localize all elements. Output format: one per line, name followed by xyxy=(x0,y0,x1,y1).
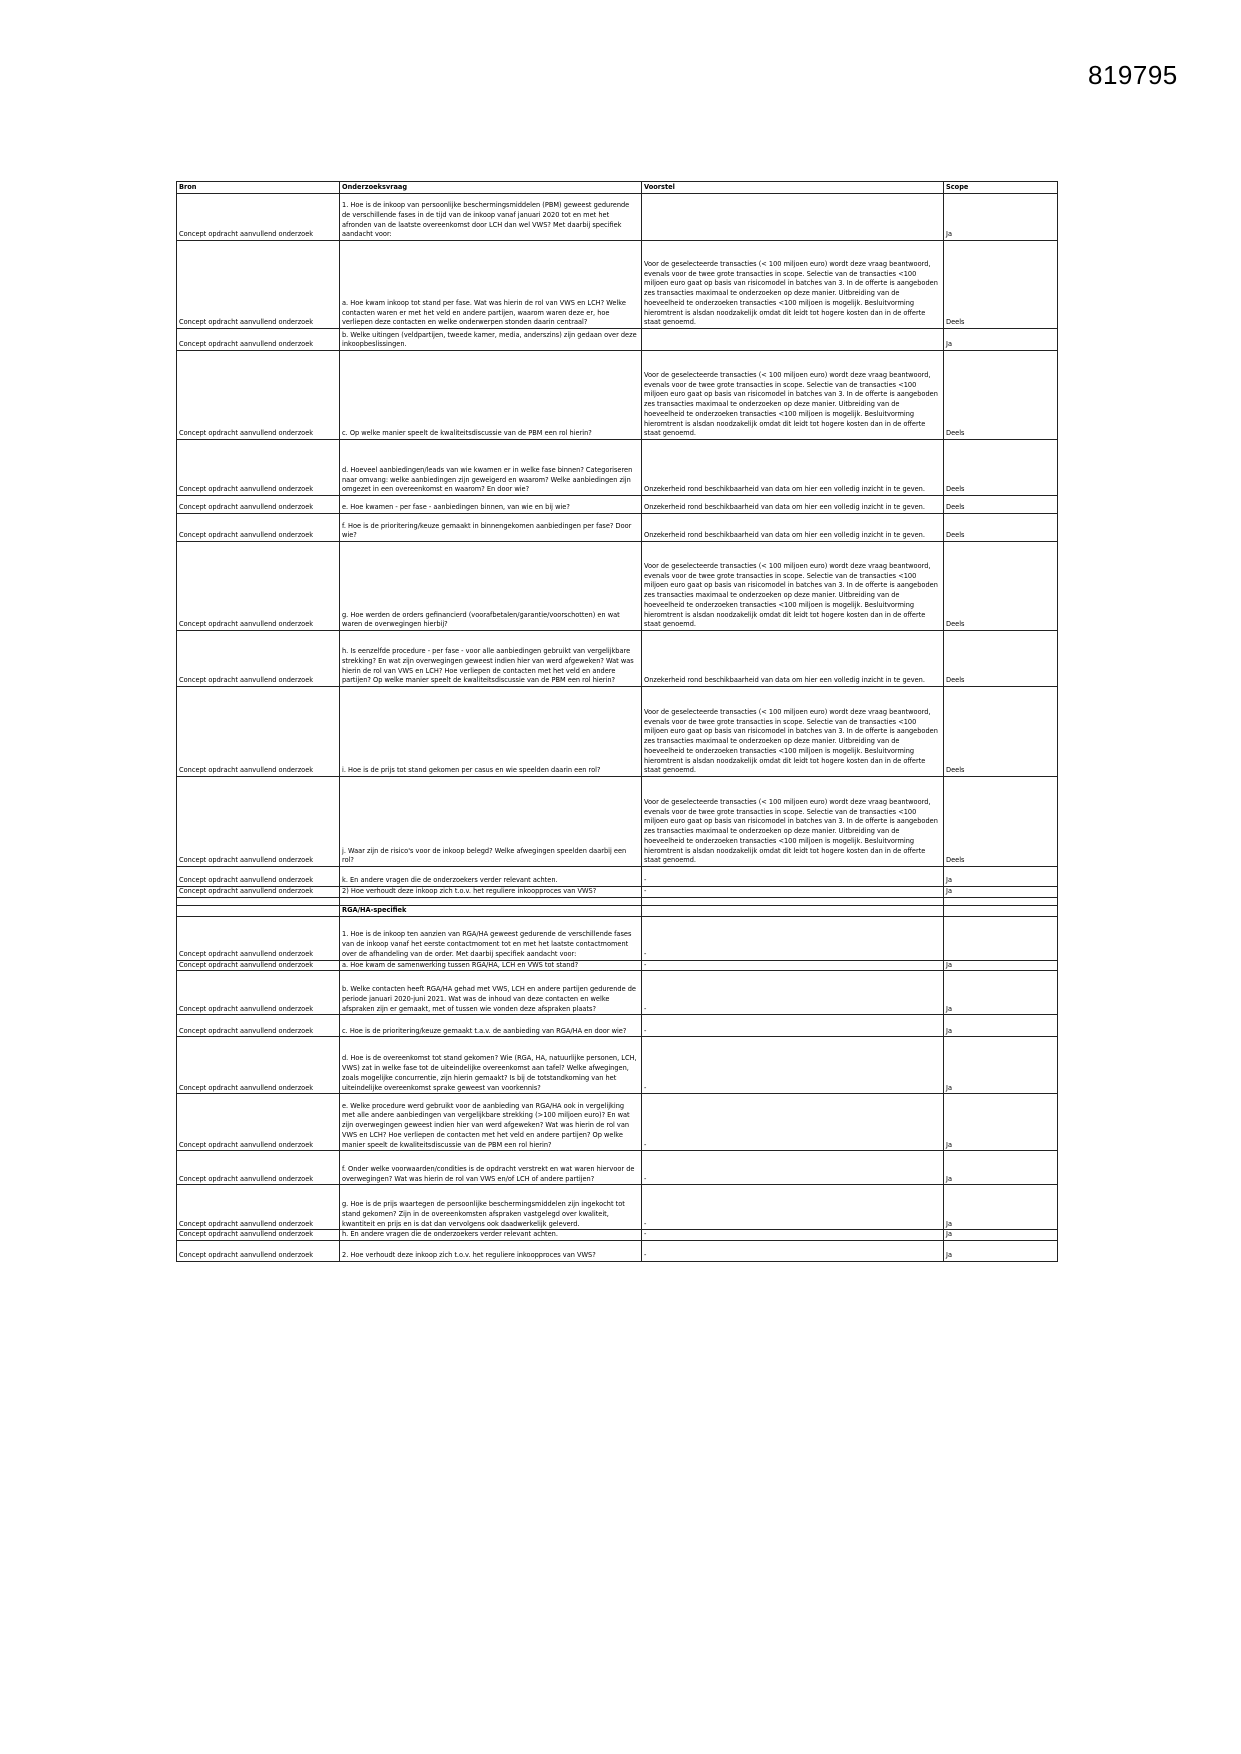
table-row xyxy=(177,194,1058,241)
cell-voorstel: Voor de geselecteerde transacties (< 100 miljoen euro) wordt deze vraag beantwoord, evenals voor de twee grote transacties in scope. Selectie van de transacties <100 miljoen euro gaat op basis van risicomodel in batches van 3. In de offerte is aangeboden zes transacties maximaal te onderzoeken op deze manier. Uitbreiding van de hoeveelheid te onderzoeken transacties <100 miljoen is mogelijk. Besluitvorming hieromtrent is alsdan noodzakelijk omdat dit leidt tot hogere kosten dan in de offerte staat genoemd. xyxy=(642,241,944,329)
cell-bron: Concept opdracht aanvullend onderzoek xyxy=(177,631,340,687)
cell-bron: Concept opdracht aanvullend onderzoek xyxy=(177,329,340,351)
cell-onderzoeksvraag: a. Hoe kwam inkoop tot stand per fase. Wat was hierin de rol van VWS en LCH? Welke contacten waren er met het veld en andere partijen, waarom waren deze er, hoe verliepen deze contacten en welke onderwerpen stonden daarin centraal? xyxy=(340,241,642,329)
table-row xyxy=(177,1094,1058,1151)
table-row xyxy=(177,631,1058,687)
cell-bron: Concept opdracht aanvullend onderzoek xyxy=(177,351,340,440)
header-onderzoeksvraag: Onderzoeksvraag xyxy=(340,182,642,194)
table-row xyxy=(177,241,1058,329)
cell-bron: Concept opdracht aanvullend onderzoek xyxy=(177,887,340,898)
table-row xyxy=(177,1015,1058,1037)
cell-bron: Concept opdracht aanvullend onderzoek xyxy=(177,1241,340,1262)
empty-cell xyxy=(944,897,1058,905)
cell-bron: Concept opdracht aanvullend onderzoek xyxy=(177,960,340,971)
cell-scope: Deels xyxy=(944,496,1058,514)
cell-scope: Deels xyxy=(944,631,1058,687)
cell-bron: Concept opdracht aanvullend onderzoek xyxy=(177,1185,340,1230)
cell-scope: Ja xyxy=(944,1241,1058,1262)
cell-bron: Concept opdracht aanvullend onderzoek xyxy=(177,1151,340,1185)
cell-bron xyxy=(177,905,340,916)
cell-scope: Ja xyxy=(944,1151,1058,1185)
cell-scope: Ja xyxy=(944,194,1058,241)
table-row xyxy=(177,777,1058,867)
table-row xyxy=(177,1185,1058,1230)
cell-bron: Concept opdracht aanvullend onderzoek xyxy=(177,241,340,329)
cell-voorstel: - xyxy=(642,867,944,887)
cell-onderzoeksvraag: g. Hoe werden de orders gefinancierd (voorafbetalen/garantie/voorschotten) en wat waren de overwegingen hierbij? xyxy=(340,542,642,631)
cell-onderzoeksvraag: b. Welke uitingen (veldpartijen, tweede kamer, media, anderszins) zijn gedaan over deze inkoopbeslissingen. xyxy=(340,329,642,351)
cell-onderzoeksvraag: c. Hoe is de prioritering/keuze gemaakt t.a.v. de aanbieding van RGA/HA en door wie? xyxy=(340,1015,642,1037)
table-row xyxy=(177,960,1058,971)
cell-bron: Concept opdracht aanvullend onderzoek xyxy=(177,496,340,514)
cell-onderzoeksvraag: a. Hoe kwam de samenwerking tussen RGA/HA, LCH en VWS tot stand? xyxy=(340,960,642,971)
cell-bron: Concept opdracht aanvullend onderzoek xyxy=(177,687,340,777)
cell-scope: Deels xyxy=(944,440,1058,496)
table-row xyxy=(177,542,1058,631)
cell-onderzoeksvraag: 1. Hoe is de inkoop ten aanzien van RGA/HA geweest gedurende de verschillende fases van de inkoop vanaf het eerste contactmoment tot en met het laatste contactmoment over de afhandeling van de order. Met daarbij specifiek aandacht voor: xyxy=(340,916,642,960)
cell-onderzoeksvraag: g. Hoe is de prijs waartegen de persoonlijke beschermingsmiddelen zijn ingekocht tot stand gekomen? Zijn in de overeenkomsten afspraken vastgelegd over kwaliteit, kwantiteit en prijs en is dat dan vervolgens ook daadwerkelijk geleverd. xyxy=(340,1185,642,1230)
cell-voorstel: Onzekerheid rond beschikbaarheid van data om hier een volledig inzicht in te geven. xyxy=(642,514,944,542)
cell-voorstel: Onzekerheid rond beschikbaarheid van data om hier een volledig inzicht in te geven. xyxy=(642,440,944,496)
cell-voorstel xyxy=(642,905,944,916)
cell-voorstel: Voor de geselecteerde transacties (< 100 miljoen euro) wordt deze vraag beantwoord, evenals voor de twee grote transacties in scope. Selectie van de transacties <100 miljoen euro gaat op basis van risicomodel in batches van 3. In de offerte is aangeboden zes transacties maximaal te onderzoeken op deze manier. Uitbreiding van de hoeveelheid te onderzoeken transacties <100 miljoen is mogelijk. Besluitvorming hieromtrent is alsdan noodzakelijk omdat dit leidt tot hogere kosten dan in de offerte staat genoemd. xyxy=(642,542,944,631)
cell-scope: Deels xyxy=(944,542,1058,631)
table-row xyxy=(177,1241,1058,1262)
cell-voorstel: - xyxy=(642,960,944,971)
cell-voorstel: - xyxy=(642,1015,944,1037)
cell-voorstel: Voor de geselecteerde transacties (< 100 miljoen euro) wordt deze vraag beantwoord, evenals voor de twee grote transacties in scope. Selectie van de transacties <100 miljoen euro gaat op basis van risicomodel in batches van 3. In de offerte is aangeboden zes transacties maximaal te onderzoeken op deze manier. Uitbreiding van de hoeveelheid te onderzoeken transacties <100 miljoen is mogelijk. Besluitvorming hieromtrent is alsdan noodzakelijk omdat dit leidt tot hogere kosten dan in de offerte staat genoemd. xyxy=(642,777,944,867)
cell-voorstel: - xyxy=(642,887,944,898)
research-questions-table xyxy=(176,181,1058,1262)
cell-voorstel: - xyxy=(642,1151,944,1185)
cell-voorstel: - xyxy=(642,1241,944,1262)
cell-onderzoeksvraag: 1. Hoe is de inkoop van persoonlijke beschermingsmiddelen (PBM) geweest gedurende de verschillende fases in de tijd van de inkoop vanaf januari 2020 tot en met het afronden van de laatste overeenkomst door LCH dan wel VWS? Met daarbij specifiek aandacht voor: xyxy=(340,194,642,241)
empty-cell xyxy=(177,897,340,905)
table-row xyxy=(177,496,1058,514)
cell-bron: Concept opdracht aanvullend onderzoek xyxy=(177,1094,340,1151)
cell-scope xyxy=(944,905,1058,916)
cell-onderzoeksvraag: f. Hoe is de prioritering/keuze gemaakt in binnengekomen aanbiedingen per fase? Door wie? xyxy=(340,514,642,542)
cell-bron: Concept opdracht aanvullend onderzoek xyxy=(177,1015,340,1037)
cell-voorstel: - xyxy=(642,1037,944,1094)
cell-scope: Ja xyxy=(944,1185,1058,1230)
cell-onderzoeksvraag: h. En andere vragen die de onderzoekers verder relevant achten. xyxy=(340,1230,642,1241)
empty-cell xyxy=(340,897,642,905)
table-row xyxy=(177,329,1058,351)
cell-voorstel: Voor de geselecteerde transacties (< 100 miljoen euro) wordt deze vraag beantwoord, evenals voor de twee grote transacties in scope. Selectie van de transacties <100 miljoen euro gaat op basis van risicomodel in batches van 3. In de offerte is aangeboden zes transacties maximaal te onderzoeken op deze manier. Uitbreiding van de hoeveelheid te onderzoeken transacties <100 miljoen is mogelijk. Besluitvorming hieromtrent is alsdan noodzakelijk omdat dit leidt tot hogere kosten dan in de offerte staat genoemd. xyxy=(642,351,944,440)
cell-onderzoeksvraag: RGA/HA-specifiek xyxy=(340,905,642,916)
cell-voorstel: Onzekerheid rond beschikbaarheid van data om hier een volledig inzicht in te geven. xyxy=(642,496,944,514)
table-row xyxy=(177,687,1058,777)
cell-bron: Concept opdracht aanvullend onderzoek xyxy=(177,777,340,867)
cell-voorstel: - xyxy=(642,1094,944,1151)
header-bron: Bron xyxy=(177,182,340,194)
cell-voorstel: - xyxy=(642,916,944,960)
cell-bron: Concept opdracht aanvullend onderzoek xyxy=(177,867,340,887)
cell-bron: Concept opdracht aanvullend onderzoek xyxy=(177,1037,340,1094)
cell-voorstel: Voor de geselecteerde transacties (< 100 miljoen euro) wordt deze vraag beantwoord, evenals voor de twee grote transacties in scope. Selectie van de transacties <100 miljoen euro gaat op basis van risicomodel in batches van 3. In de offerte is aangeboden zes transacties maximaal te onderzoeken op deze manier. Uitbreiding van de hoeveelheid te onderzoeken transacties <100 miljoen is mogelijk. Besluitvorming hieromtrent is alsdan noodzakelijk omdat dit leidt tot hogere kosten dan in de offerte staat genoemd. xyxy=(642,687,944,777)
table-row xyxy=(177,440,1058,496)
cell-onderzoeksvraag: f. Onder welke voorwaarden/condities is de opdracht verstrekt en wat waren hiervoor de overwegingen? Wat was hierin de rol van VWS en/of LCH of andere partijen? xyxy=(340,1151,642,1185)
spacer-row xyxy=(177,897,1058,905)
cell-voorstel: - xyxy=(642,1230,944,1241)
cell-scope: Ja xyxy=(944,960,1058,971)
cell-voorstel xyxy=(642,194,944,241)
cell-scope: Deels xyxy=(944,241,1058,329)
table-row xyxy=(177,1151,1058,1185)
table-row xyxy=(177,514,1058,542)
cell-onderzoeksvraag: 2) Hoe verhoudt deze inkoop zich t.o.v. het reguliere inkoopproces van VWS? xyxy=(340,887,642,898)
cell-bron: Concept opdracht aanvullend onderzoek xyxy=(177,514,340,542)
table-row xyxy=(177,1037,1058,1094)
cell-scope: Ja xyxy=(944,329,1058,351)
cell-voorstel: - xyxy=(642,1185,944,1230)
cell-voorstel xyxy=(642,329,944,351)
cell-scope: Ja xyxy=(944,971,1058,1015)
cell-scope: Ja xyxy=(944,1037,1058,1094)
cell-onderzoeksvraag: 2. Hoe verhoudt deze inkoop zich t.o.v. het reguliere inkoopproces van VWS? xyxy=(340,1241,642,1262)
cell-bron: Concept opdracht aanvullend onderzoek xyxy=(177,971,340,1015)
cell-scope: Deels xyxy=(944,777,1058,867)
cell-scope: Ja xyxy=(944,1230,1058,1241)
table-row xyxy=(177,351,1058,440)
table-header-row xyxy=(177,182,1058,194)
empty-cell xyxy=(642,897,944,905)
cell-voorstel: Onzekerheid rond beschikbaarheid van data om hier een volledig inzicht in te geven. xyxy=(642,631,944,687)
cell-onderzoeksvraag: e. Welke procedure werd gebruikt voor de aanbieding van RGA/HA ook in vergelijking met alle andere aanbiedingen van vergelijkbare strekking (>100 miljoen euro)? En wat zijn overwegingen geweest indien hier van werd afgeweken? Wat was hierin de rol van VWS en LCH? Hoe verliepen de contacten met het veld en andere partijen? Op welke manier speelt de kwaliteitsdiscussie van de PBM een rol hierin? xyxy=(340,1094,642,1151)
table-row xyxy=(177,887,1058,898)
table-body xyxy=(177,194,1058,1262)
cell-voorstel: - xyxy=(642,971,944,1015)
table-row xyxy=(177,867,1058,887)
table-row xyxy=(177,905,1058,916)
cell-scope: Ja xyxy=(944,887,1058,898)
cell-onderzoeksvraag: d. Hoe is de overeenkomst tot stand gekomen? Wie (RGA, HA, natuurlijke personen, LCH, VWS) zat in welke fase tot de uiteindelijke overeenkomst aan tafel? Welke afwegingen, zoals mogelijke concurrentie, zijn hierin gemaakt? Is bij de totstandkoming van het uiteindelijke overeenkomst sprake geweest van voorkennis? xyxy=(340,1037,642,1094)
header-scope: Scope xyxy=(944,182,1058,194)
header-voorstel: Voorstel xyxy=(642,182,944,194)
cell-onderzoeksvraag: j. Waar zijn de risico's voor de inkoop belegd? Welke afwegingen speelden daarbij een rol? xyxy=(340,777,642,867)
cell-scope: Deels xyxy=(944,514,1058,542)
cell-scope: Ja xyxy=(944,1015,1058,1037)
cell-scope: Ja xyxy=(944,1094,1058,1151)
cell-onderzoeksvraag: h. Is eenzelfde procedure - per fase - voor alle aanbiedingen gebruikt van vergelijkbare strekking? En wat zijn overwegingen geweest indien hier van werd afgeweken? Wat was hierin de rol van VWS en LCH? Hoe verliepen de contacten met het veld en andere partijen? Op welke manier speelt de kwaliteitsdiscussie van de PBM een rol hierin? xyxy=(340,631,642,687)
cell-bron: Concept opdracht aanvullend onderzoek xyxy=(177,194,340,241)
table-row xyxy=(177,916,1058,960)
cell-onderzoeksvraag: e. Hoe kwamen - per fase - aanbiedingen binnen, van wie en bij wie? xyxy=(340,496,642,514)
cell-bron: Concept opdracht aanvullend onderzoek xyxy=(177,1230,340,1241)
cell-scope: Ja xyxy=(944,867,1058,887)
document-number: 819795 xyxy=(1088,60,1178,90)
cell-bron: Concept opdracht aanvullend onderzoek xyxy=(177,916,340,960)
table-row xyxy=(177,971,1058,1015)
cell-onderzoeksvraag: d. Hoeveel aanbiedingen/leads van wie kwamen er in welke fase binnen? Categoriseren naar omvang: welke aanbiedingen zijn geweigerd en waarom? Welke aanbiedingen zijn omgezet in een overeenkomst en waarom? En door wie? xyxy=(340,440,642,496)
cell-scope: Deels xyxy=(944,687,1058,777)
cell-onderzoeksvraag: c. Op welke manier speelt de kwaliteitsdiscussie van de PBM een rol hierin? xyxy=(340,351,642,440)
cell-bron: Concept opdracht aanvullend onderzoek xyxy=(177,542,340,631)
table-row xyxy=(177,1230,1058,1241)
cell-onderzoeksvraag: k. En andere vragen die de onderzoekers verder relevant achten. xyxy=(340,867,642,887)
cell-onderzoeksvraag: i. Hoe is de prijs tot stand gekomen per casus en wie speelden daarin een rol? xyxy=(340,687,642,777)
cell-scope: Deels xyxy=(944,351,1058,440)
cell-onderzoeksvraag: b. Welke contacten heeft RGA/HA gehad met VWS, LCH en andere partijen gedurende de periode januari 2020-juni 2021. Wat was de inhoud van deze contacten en welke afspraken zijn er gemaakt, met of tussen wie vonden deze afspraken plaats? xyxy=(340,971,642,1015)
cell-bron: Concept opdracht aanvullend onderzoek xyxy=(177,440,340,496)
cell-scope xyxy=(944,916,1058,960)
